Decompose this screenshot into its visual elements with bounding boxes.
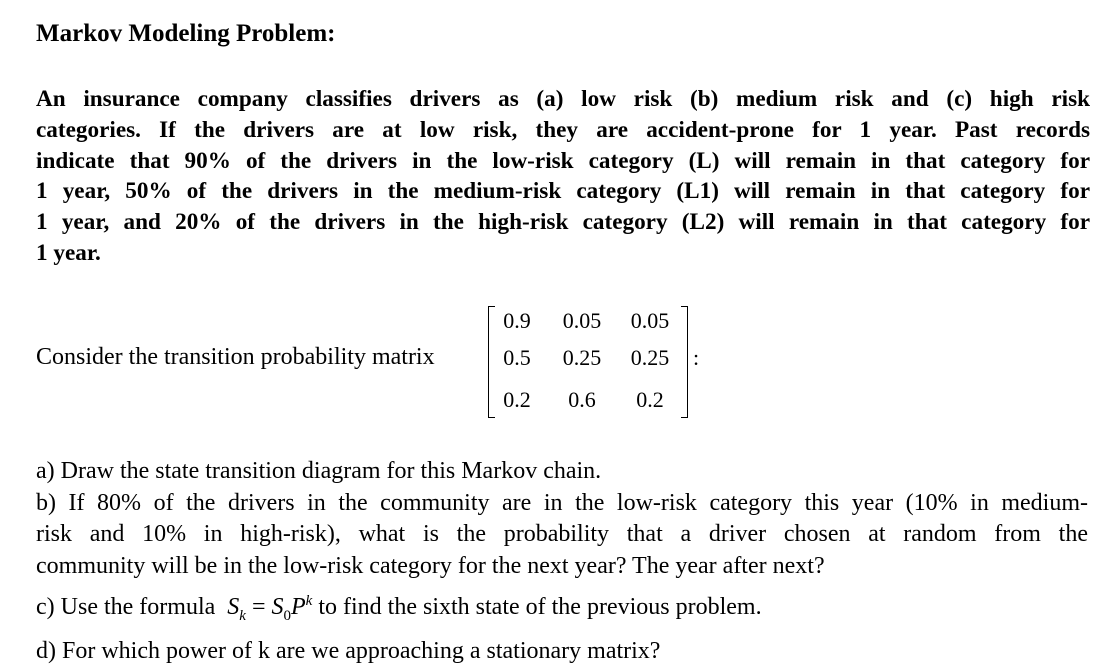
problem-line: categories. If the drivers are at low risk, they are accident-prone for 1 year. Past records xyxy=(36,116,1090,143)
question-b-line: risk and 10% in high-risk), what is the probability that a driver chosen at random from the xyxy=(36,521,1088,547)
matrix-suffix: : xyxy=(693,345,700,370)
matrix-cell: 0.25 xyxy=(562,345,602,370)
problem-line: 1 year. xyxy=(36,239,101,266)
matrix-cell: 0.2 xyxy=(503,387,531,412)
question-b-line: b) If 80% of the drivers in the community are in the low-risk category this year (10% in medium- xyxy=(36,489,1088,516)
transition-matrix xyxy=(488,306,688,418)
question-b-line: community will be in the low-risk category for the next year? The year after next? xyxy=(36,552,825,579)
matrix-cell: 0.6 xyxy=(568,387,596,412)
right-bracket xyxy=(681,306,688,418)
question-c-lead: c) Use the formula xyxy=(36,594,216,620)
question-d: d) For which power of k are we approaching a stationary matrix? xyxy=(36,638,661,665)
problem-statement xyxy=(36,84,1090,269)
matrix-cell: 0.9 xyxy=(503,308,531,333)
matrix-intro: Consider the transition probability matrix xyxy=(36,344,435,370)
questions xyxy=(36,456,1088,668)
question-c-tail: to find the sixth state of the previous problem. xyxy=(318,594,762,620)
problem-line: 1 year, 50% of the drivers in the medium-risk category (L1) will remain in that category for xyxy=(36,178,1090,205)
state-formula: $S_k = S_0P^k$ xyxy=(227,593,313,624)
matrix-cell: 0.05 xyxy=(630,308,670,333)
problem-line: 1 year, and 20% of the drivers in the high-risk category (L2) will remain in that category for xyxy=(36,209,1090,236)
question-c xyxy=(36,586,1088,632)
matrix-cell: 0.25 xyxy=(630,345,670,370)
problem-line: An insurance company classifies drivers as (a) low risk (b) medium risk and (c) high risk xyxy=(36,86,1090,112)
matrix-cell: 0.2 xyxy=(636,387,664,412)
problem-title: Markov Modeling Problem: xyxy=(36,20,336,47)
matrix-cell: 0.5 xyxy=(503,345,531,370)
matrix-cell: 0.05 xyxy=(562,308,602,333)
question-a: a) Draw the state transition diagram for this Markov chain. xyxy=(36,458,602,484)
problem-line: indicate that 90% of the drivers in the low-risk category (L) will remain in that category for xyxy=(36,147,1090,174)
